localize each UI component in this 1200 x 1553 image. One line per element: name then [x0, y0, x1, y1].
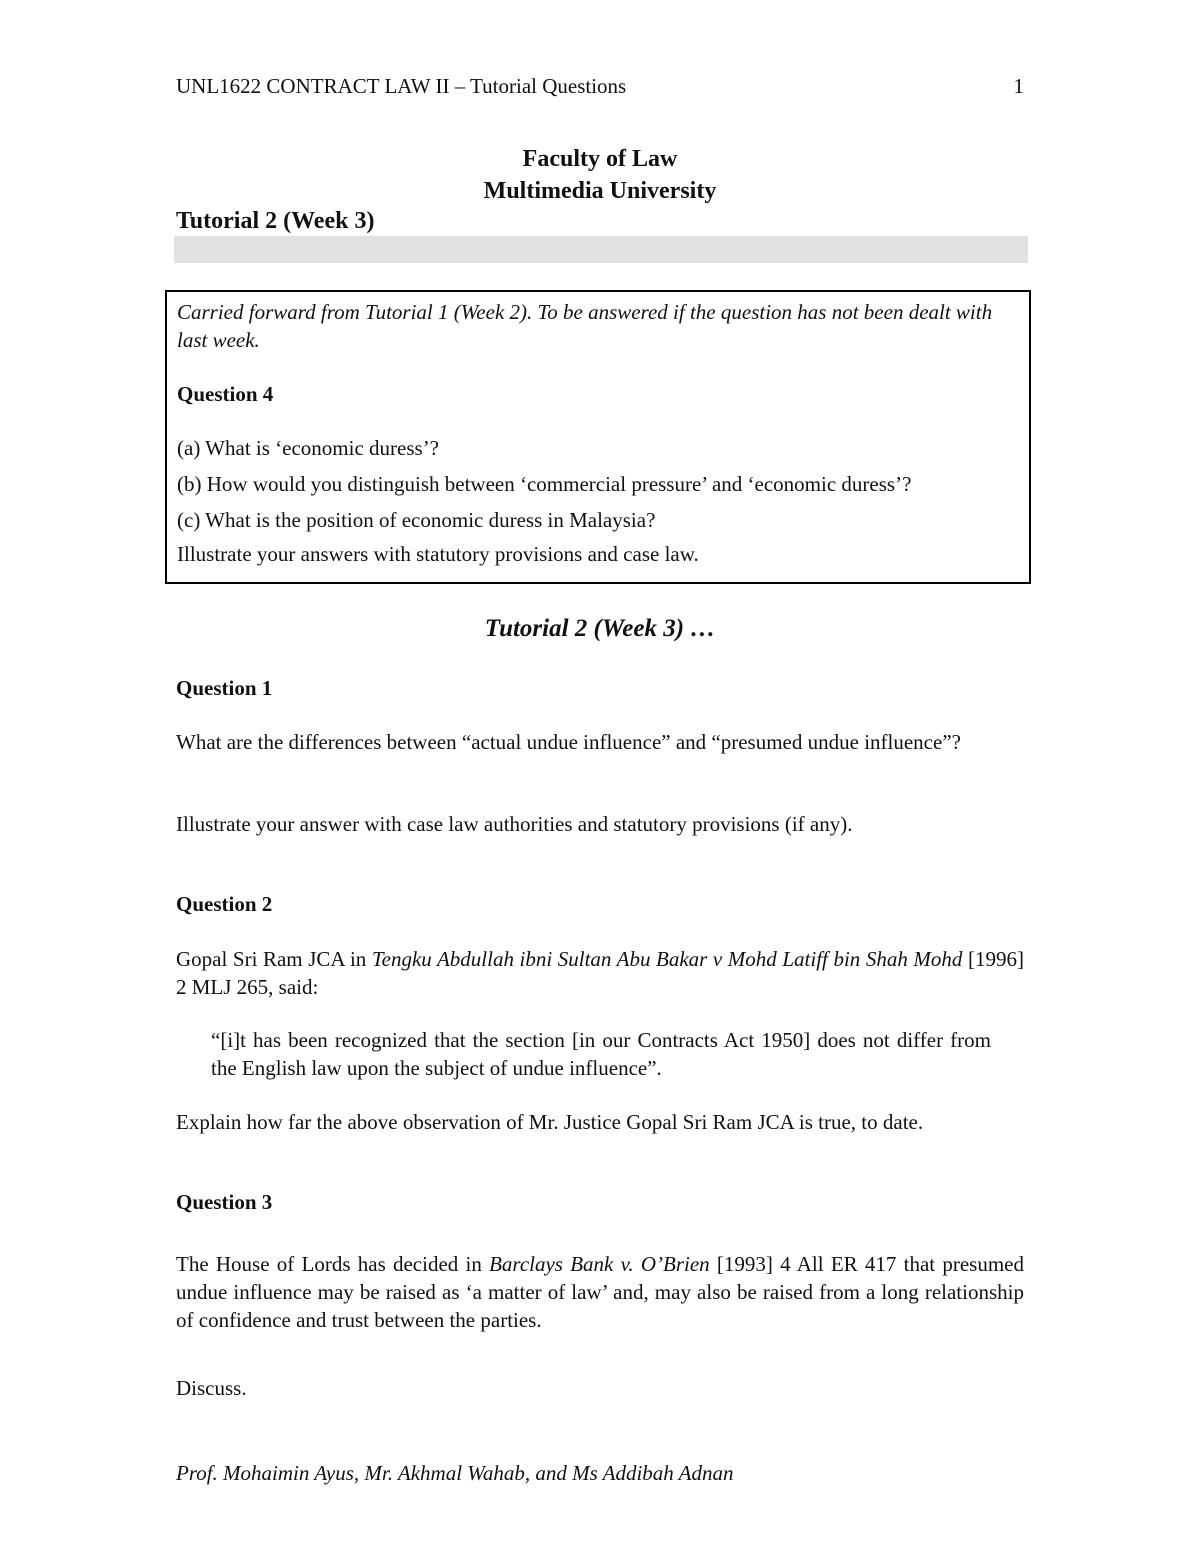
question-4-item-a: (a) What is ‘economic duress’?	[177, 436, 440, 460]
carried-forward-note: Carried forward from Tutorial 1 (Week 2). To be answered if the question has not been dealt with last week.	[177, 300, 993, 352]
page-header	[176, 72, 1024, 100]
section-title: Tutorial 2 (Week 3) …	[484, 615, 716, 642]
faculty-title: Faculty of Law	[522, 146, 678, 172]
question-2-instruction: Explain how far the above observation of Mr. Justice Gopal Sri Ram JCA is true, to date.	[176, 1110, 924, 1134]
question-1-text: What are the differences between “actual undue influence” and “presumed undue influence”?	[176, 730, 961, 754]
question-3-case-name: Barclays Bank v. O’Brien	[489, 1252, 710, 1276]
question-1-instruction: Illustrate your answer with case law authorities and statutory provisions (if any).	[176, 812, 853, 836]
question-3-text-after: [1993] 4 All ER 417 that presumed undue influence may be raised as ‘a matter of law’ and, may also be raised from a long relationship of confidence and trust between the parties.	[176, 1252, 1025, 1332]
question-4-label: Question 4	[177, 382, 274, 406]
page-number: 1	[1013, 74, 1024, 98]
page-footer-authors: Prof. Mohaimin Ayus, Mr. Akhmal Wahab, and Ms Addibah Adnan	[176, 1461, 734, 1485]
question-3-text-before: The House of Lords has decided in	[176, 1252, 490, 1276]
question-3-label: Question 3	[176, 1190, 273, 1214]
question-4-item-c: (c) What is the position of economic duress in Malaysia?	[177, 508, 656, 532]
question-3-text	[176, 1250, 1024, 1334]
university-title: Multimedia University	[483, 178, 717, 204]
question-1-label: Question 1	[176, 676, 273, 700]
tutorial-heading: Tutorial 2 (Week 3)	[176, 208, 375, 234]
question-2-intro	[176, 945, 1024, 1001]
question-4-item-b: (b) How would you distinguish between ‘commercial pressure’ and ‘economic duress’?	[177, 472, 912, 496]
heading-shading-bar	[174, 236, 1028, 263]
course-header: UNL1622 CONTRACT LAW II – Tutorial Questions	[176, 74, 627, 98]
question-4-instruction: Illustrate your answers with statutory provisions and case law.	[177, 542, 699, 566]
question-2-case-name: Tengku Abdullah ibni Sultan Abu Bakar v Mohd Latiff bin Shah Mohd	[371, 947, 963, 971]
carried-forward-box	[165, 290, 1031, 584]
title-block	[0, 143, 1200, 207]
question-2-quote: “[i]t has been recognized that the section [in our Contracts Act 1950] does not differ from the English law upon the subject of undue influence”.	[211, 1028, 991, 1080]
question-2-label: Question 2	[176, 892, 273, 916]
question-2-intro-before: Gopal Sri Ram JCA in	[176, 947, 372, 971]
question-2-intro-after: [1996] 2 MLJ 265, said:	[176, 947, 1024, 999]
question-3-instruction: Discuss.	[176, 1376, 247, 1400]
